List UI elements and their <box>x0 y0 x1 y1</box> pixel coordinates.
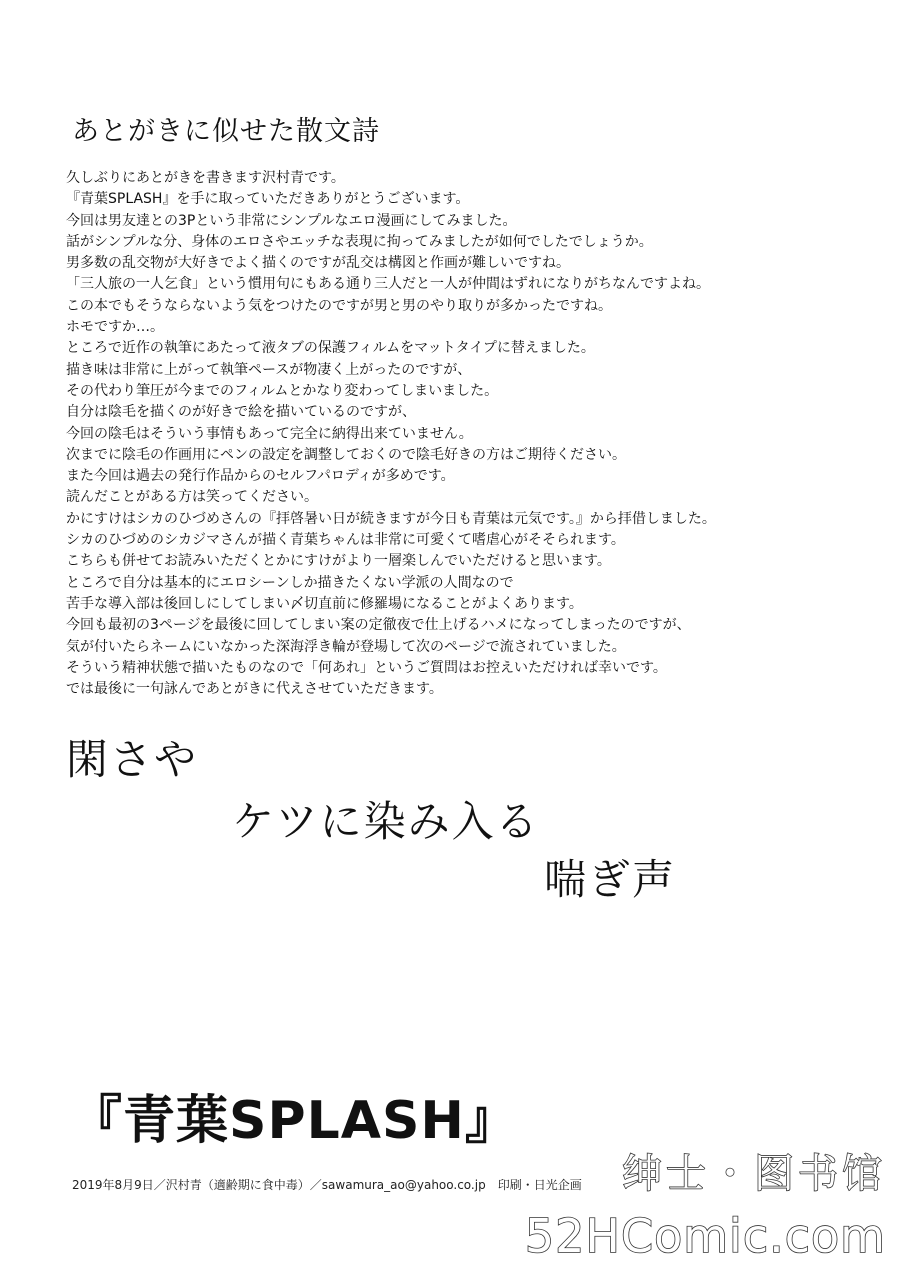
body-line: 『青葉SPLASH』を手に取っていただきありがとうございます。 <box>66 191 470 208</box>
body-line: 今回は男友達との3Pという非常にシンプルなエロ漫画にしてみました。 <box>66 212 517 229</box>
body-line: 次までに陰毛の作画用にペンの設定を調整しておくので陰毛好きの方はご期待ください。 <box>66 446 626 463</box>
colophon: 2019年8月9日／沢村青（適齢期に食中毒）／sawamura_ao@yahoo.co.jp 印刷・日光企画 <box>72 1178 582 1192</box>
afterword-body <box>66 168 716 700</box>
body-line: 自分は陰毛を描くのが好きで絵を描いているのですが、 <box>66 404 416 421</box>
body-line: 「三人旅の一人乞食」という慣用句にもある通り三人だと一人が仲間はずれになりがちなんですよね。 <box>66 276 710 293</box>
body-line: 久しぶりにあとがきを書きます沢村青です。 <box>66 170 345 186</box>
body-line: 今回も最初の3ページを最後に回してしまい案の定徹夜で仕上げるハメになってしまったのですが、 <box>66 617 691 634</box>
body-line: 男多数の乱交物が大好きでよく描くのですが乱交は構図と作画が難しいですね。 <box>66 255 570 272</box>
haiku-line-2: ケツに染み入る <box>232 797 540 846</box>
body-line: 苦手な導入部は後回しにしてしまい〆切直前に修羅場になることがよくあります。 <box>66 595 583 612</box>
afterword-heading: あとがきに似せた散文詩 <box>72 116 380 147</box>
haiku-line-3: 喘ぎ声 <box>544 855 677 904</box>
body-line: ホモですか…。 <box>66 319 164 336</box>
watermark-site-name: 绅士・图书馆 <box>622 1151 886 1197</box>
body-line: 話がシンプルな分、身体のエロさやエッチな表現に拘ってみましたが如何でしたでしょうか。 <box>66 233 653 250</box>
body-line: 今回の陰毛はそういう事情もあって完全に納得出来ていません。 <box>66 425 473 442</box>
body-line: その代わり筆圧が今までのフィルムとかなり変わってしまいました。 <box>66 382 499 399</box>
body-line: シカのひづめのシカジマさんが描く青葉ちゃんは非常に可愛くて嗜虐心がそそられます。 <box>66 532 625 549</box>
body-line: ところで自分は基本的にエロシーンしか描きたくない学派の人間なので <box>66 574 514 591</box>
body-line: この本でもそうならないよう気をつけたのですが男と男のやり取りが多かったですね。 <box>66 297 612 314</box>
watermark-site-url: 52HComic.com <box>524 1209 886 1263</box>
body-line: かにすけはシカのひづめさんの『拝啓暑い日が続きますが今日も青葉は元気です。』から拝借しました。 <box>66 510 716 527</box>
body-line: 描き味は非常に上がって執筆ペースが物凄く上がったのですが、 <box>66 361 472 378</box>
body-line: ところで近作の執筆にあたって液タブの保護フィルムをマットタイプに替えました。 <box>66 340 595 357</box>
body-line: 気が付いたらネームにいなかった深海浮き輪が登場して次のページで流されていました。 <box>66 638 626 655</box>
site-watermark <box>526 1148 886 1272</box>
body-line: 読んだことがある方は笑ってください。 <box>66 489 318 506</box>
body-line: また今回は過去の発行作品からのセルフパロディが多めです。 <box>66 468 455 485</box>
body-line: こちらも併せてお読みいただくとかにすけがより一層楽しんでいただけると思います。 <box>66 553 611 570</box>
body-line: では最後に一句詠んであとがきに代えさせていただきます。 <box>66 681 443 698</box>
haiku-line-1: 閑さや <box>66 735 199 784</box>
body-line: そういう精神状態で描いたものなので「何あれ」というご質問はお控えいただければ幸いです。 <box>66 659 667 676</box>
book-title: 『青葉SPLASH』 <box>70 1091 518 1151</box>
